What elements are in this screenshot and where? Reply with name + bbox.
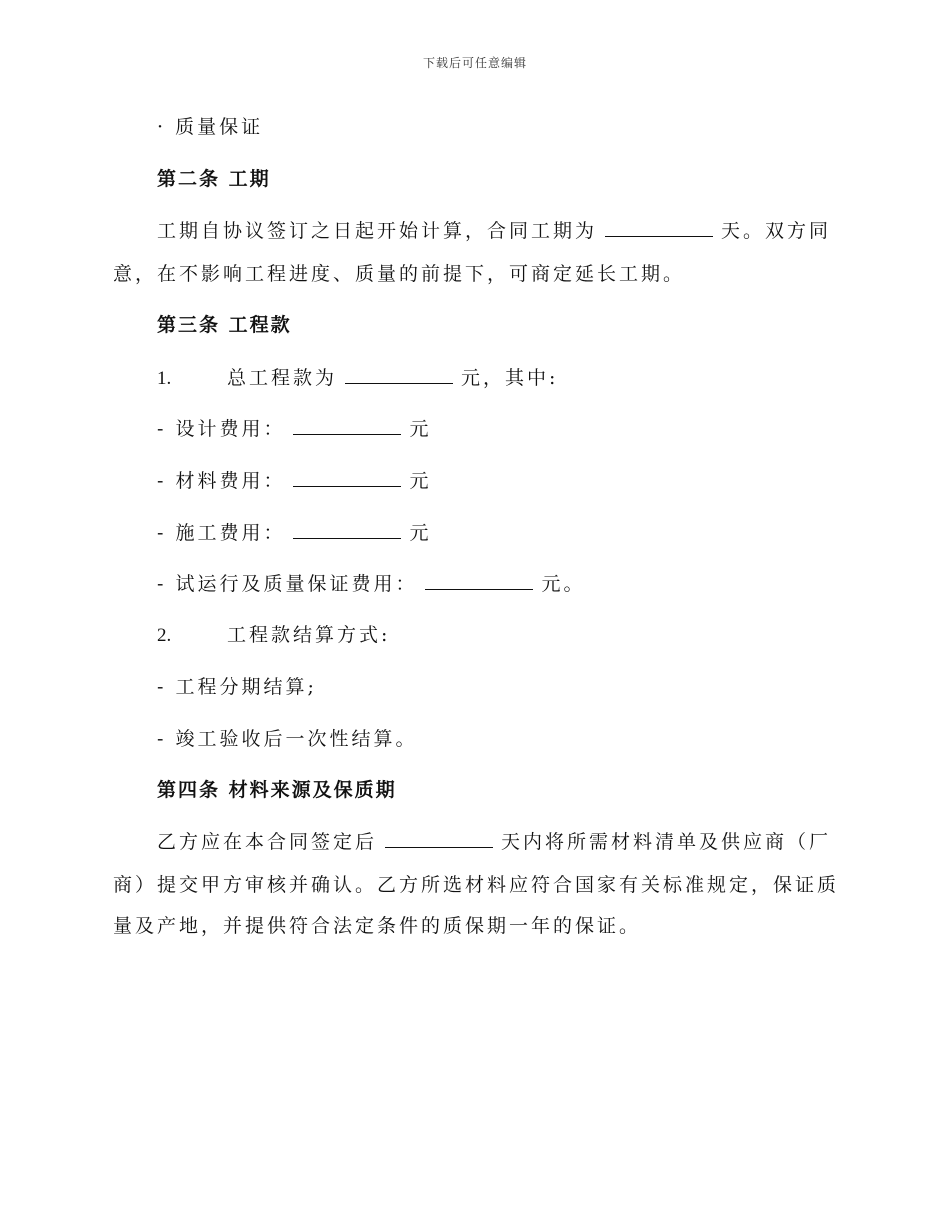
article2-paragraph-line1 <box>157 218 831 243</box>
material-fee-line <box>157 468 431 493</box>
article4-paragraph-line1 <box>157 829 831 854</box>
article4-paragraph-line2: 商）提交甲方审核并确认。乙方所选材料应符合国家有关标准规定，保证质 <box>113 874 840 896</box>
article4-heading: 第四条 材料来源及保质期 <box>157 779 397 801</box>
article2-paragraph-line2: 意，在不影响工程进度、质量的前提下，可商定延长工期。 <box>113 263 686 285</box>
item1-number: 1. <box>157 368 172 389</box>
item2-text: 工程款结算方式: <box>227 624 391 646</box>
trial-fee-blank <box>425 571 533 590</box>
material-fee-label: - 材料费用： <box>157 470 286 492</box>
material-fee-blank <box>293 468 401 487</box>
trial-fee-label: - 试运行及质量保证费用： <box>157 573 418 595</box>
design-fee-line <box>157 416 431 441</box>
article4-text-a: 乙方应在本合同签定后 <box>157 831 378 853</box>
article4-text-b: 天内将所需材料清单及供应商（厂 <box>501 831 832 853</box>
material-fee-unit: 元 <box>409 470 432 492</box>
article3-heading: 第三条 工程款 <box>157 314 292 336</box>
trial-fee-unit: 元。 <box>541 573 586 595</box>
item2-number: 2. <box>157 625 172 646</box>
design-fee-unit: 元 <box>409 418 432 440</box>
construction-fee-line <box>157 520 431 545</box>
material-list-days-blank <box>385 829 493 848</box>
article4-paragraph-line3: 量及产地，并提供符合法定条件的质保期一年的保证。 <box>113 915 642 937</box>
page-header: 下载后可任意编辑 <box>422 56 527 70</box>
trial-fee-line <box>157 571 585 596</box>
total-amount-blank <box>345 365 453 384</box>
settle-once-line: - 竣工验收后一次性结算。 <box>157 728 418 750</box>
item1-text-a: 总工程款为 <box>227 367 338 389</box>
bullet-quality-guarantee: · 质量保证 <box>157 116 264 138</box>
article2-text-b: 天。双方同 <box>721 220 832 242</box>
construction-fee-label: - 施工费用： <box>157 522 286 544</box>
article2-text-a: 工期自协议签订之日起开始计算，合同工期为 <box>157 220 598 242</box>
settle-installment-line: - 工程分期结算; <box>157 676 317 698</box>
article3-item2 <box>157 623 390 648</box>
design-fee-label: - 设计费用： <box>157 418 286 440</box>
design-fee-blank <box>293 416 401 435</box>
item1-text-b: 元，其中: <box>461 367 559 389</box>
article2-heading: 第二条 工期 <box>157 168 271 190</box>
construction-fee-unit: 元 <box>409 522 432 544</box>
duration-days-blank <box>605 218 713 237</box>
construction-fee-blank <box>293 520 401 539</box>
article3-item1 <box>157 365 558 391</box>
